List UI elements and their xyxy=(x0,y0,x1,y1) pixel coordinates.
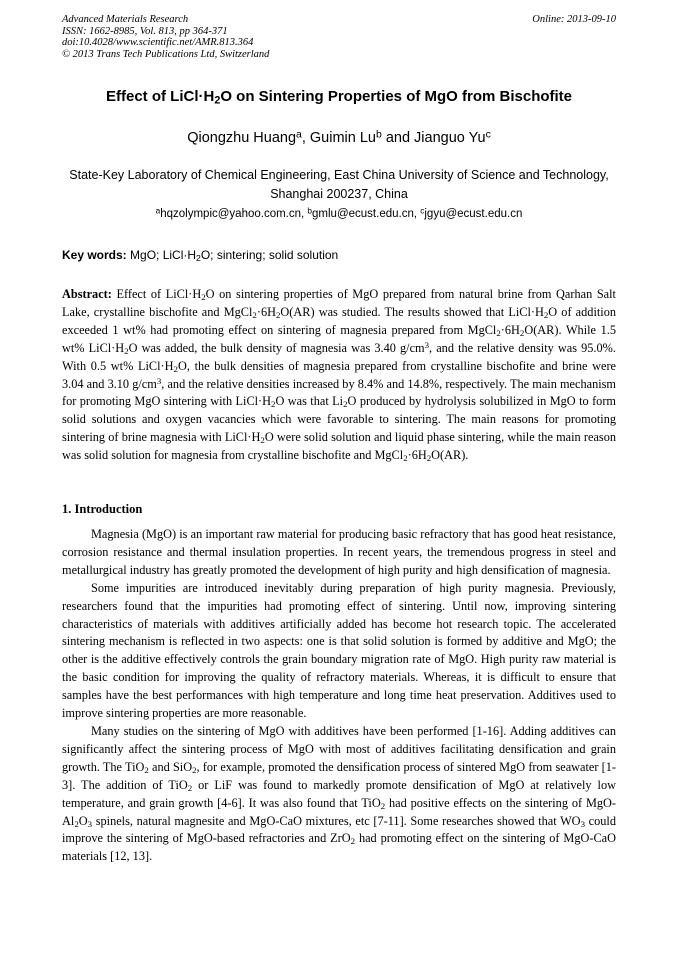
introduction-body xyxy=(62,526,616,866)
author-emails: $^a$hqzolympic@yahoo.com.cn, $^b$gmlu@ecust.edu.cn, $^c$jgyu@ecust.edu.cn xyxy=(155,206,523,220)
journal-name: Advanced Materials Research xyxy=(62,14,189,25)
email-link[interactable]: hqzolympic@yahoo.com.cn, xyxy=(160,208,308,220)
issn-line: ISSN: 1662-8985, Vol. 813, pp 364-371 xyxy=(62,25,228,37)
paper-title: Effect of $LiCl\cdot H_2O$ on Sintering Properties of MgO from Bischofite xyxy=(105,88,573,107)
section-heading: 1. Introduction xyxy=(62,502,143,516)
abstract: Abstract: Effect of $LiCl\cdot H_2O$ on sintering properties of MgO prepared from natural brine from Qarhan Salt Lake, crystalline bischofite and $MgCl_2\cdot 6H_2O(AR)$ was studied. The results showed that $LiCl\cdot H_2O$ of addition exceeded 1 wt% had promoting effect on sintering of magnesia prepared from $MgCl_2\cdot 6H_2O(AR)$. While 1.5 wt% $LiCl\cdot H_2O$ was added, the bulk density of magnesia was 3.40 $g/cm^3$, and the relative density was 95.0%. With 0.5 wt% $LiCl\cdot H_2O$, the bulk densities of magnesia prepared from crystalline bischofite and brine were 3.04 and 3.10 $g/cm^3$, and the relative densities increased by 8.4% and 14.8%, respectively. The main mechanism for promoting MgO sintering with $LiCl\cdot H_2O$ was that $Li_2O$ produced by hydrolysis solubilized in MgO to form solid solutions and oxygen vacancies which were favorable to sintering. The main reasons for promoting sintering of brine magnesia with $LiCl\cdot H_2O$ were solid solution and liquid phase sintering, while the main reason was solid solution for magnesia from crystalline bischofite and $MgCl_2\cdot 6H_2O(AR)$. xyxy=(62,287,616,464)
paragraph: Some impurities are introduced inevitably during preparation of high purity magnesia. Previously, researchers found that the impurities had promoting effect of sintering. Until now, improving sintering characteristics of materials with additives artificially added has become hot research topic. The accelerated sintering mechanism is reflected in two aspects: one is that solid solution is formed by additive and MgO; the other is the additive effectively controls the grain boundary migration rate of MgO. High purity raw material is the basic condition for improving the quality of refractory materials. Whereas, it is difficult to ensure that samples have the best performances with high temperature and long time heat preservation. Additives used to improve sintering properties are more reasonable. xyxy=(62,580,616,721)
abstract-label: Abstract: xyxy=(62,287,112,301)
keywords: Key words: MgO; $LiCl\cdot H_2O$; sintering; solid solution xyxy=(62,248,339,264)
doi-line[interactable]: doi:10.4028/www.scientific.net/AMR.813.364 xyxy=(62,37,254,48)
paragraph: Magnesia (MgO) is an important raw material for producing basic refractory that has good heat resistance, corrosion resistance and thermal insulation properties. In recent years, the tremendous progress in steel and metallurgical industry has greatly promoted the development of high purity and high densification of magnesia. xyxy=(62,527,616,577)
email-link[interactable]: gmlu@ecust.edu.cn, xyxy=(312,208,421,220)
paragraph: Many studies on the sintering of MgO with additives have been performed [1-16]. Adding additives can significantly affect the sintering process of MgO with most of additives facilitating densification and grain growth. The TiO$_2$ and SiO$_2$, for example, promoted the densification process of sintered MgO from seawater [1-3]. The addition of TiO$_2$ or LiF was found to markedly promote densification of MgO at relatively low temperature, and grain growth [4-6]. It was also found that TiO$_2$ had positive effects on the sintering of MgO-$Al_2O_3$ spinels, natural magnesite and MgO-CaO mixtures, etc [7-11]. Some researches showed that $WO_3$ could improve the sintering of MgO-based refractories and ZrO$_2$ had promoting effect on the sintering of MgO-CaO materials [12, 13]. xyxy=(62,723,617,864)
keywords-label: Key words: xyxy=(62,248,127,262)
copyright-line: © 2013 Trans Tech Publications Ltd, Switzerland xyxy=(62,48,270,60)
email-link[interactable]: jgyu@ecust.edu.cn xyxy=(424,208,523,220)
online-date: Online: 2013-09-10 xyxy=(532,14,616,25)
affiliation: State-Key Laboratory of Chemical Engineering, East China University of Science and Technology, Shanghai 200237, China xyxy=(69,168,609,201)
author-name: Qiongzhu Huang xyxy=(187,130,297,146)
author-name: , Guimin Lu xyxy=(301,130,376,146)
journal-header xyxy=(62,14,616,60)
author-name: and Jianguo Yu xyxy=(381,130,486,146)
author-list: Qiongzhu Huang$^a$, Guimin Lu$^b$ and Jianguo Yu$^c$ xyxy=(187,129,491,146)
